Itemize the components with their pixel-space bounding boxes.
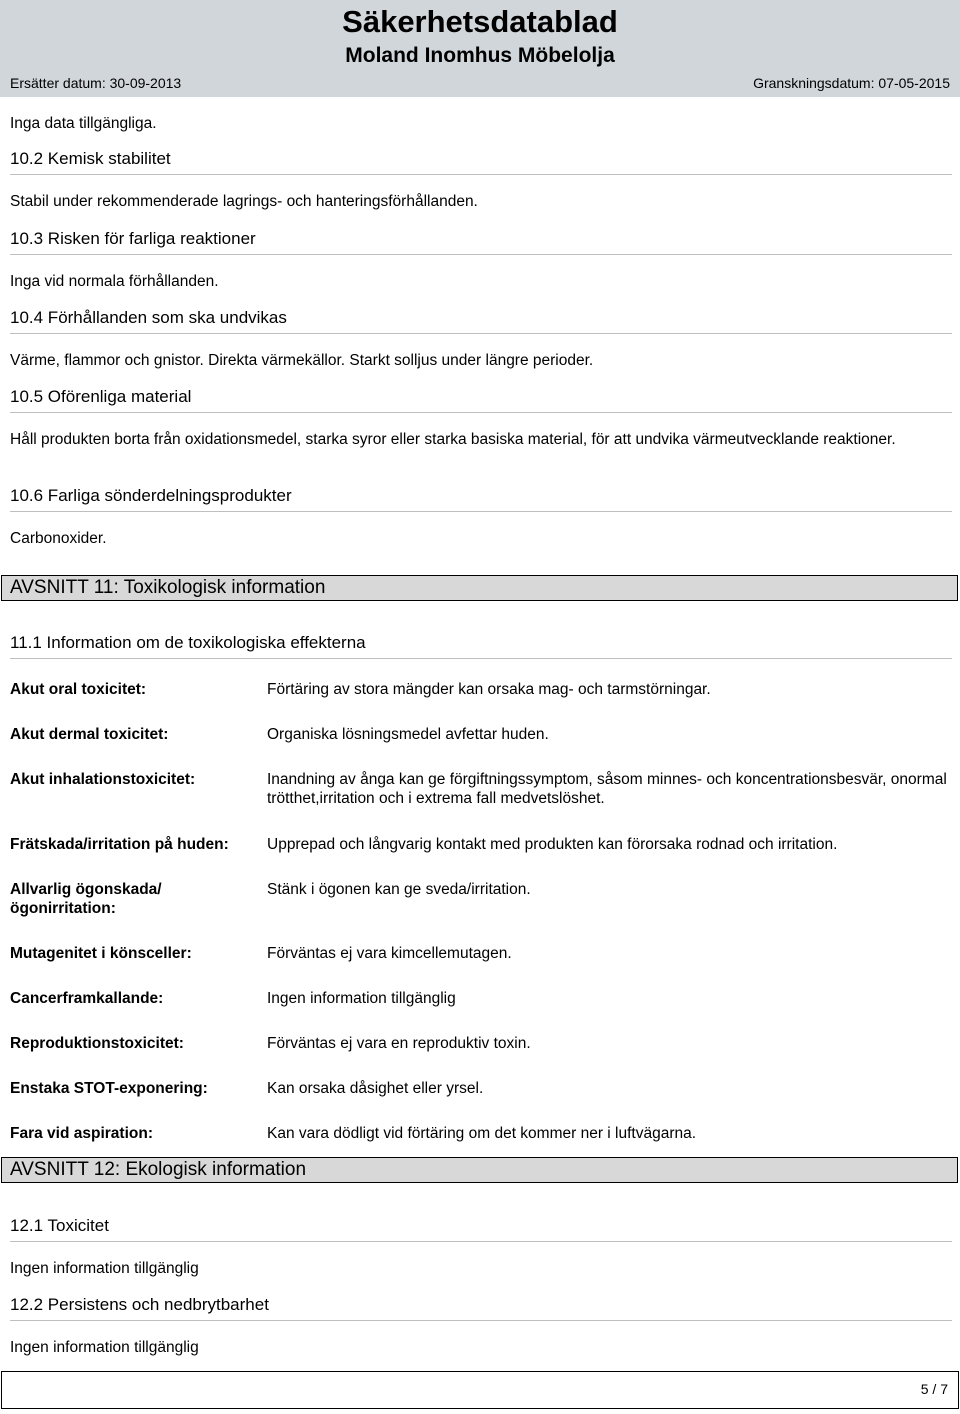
- tox-label: Mutagenitet i könsceller:: [10, 945, 192, 962]
- tox-label: Akut dermal toxicitet:: [10, 726, 169, 743]
- section-banner-11: [1, 575, 958, 601]
- intro-text: Inga data tillgängliga.: [10, 115, 157, 132]
- text-12-1: Ingen information tillgänglig: [10, 1260, 199, 1277]
- subsection-heading-10-3: 10.3 Risken för farliga reaktioner: [10, 229, 952, 255]
- page-number: 5 / 7: [920, 1381, 948, 1397]
- text-10-6: Carbonoxider.: [10, 530, 107, 547]
- tox-value: Upprepad och långvarig kontakt med produkten kan förorsaka rodnad och irritation.: [267, 836, 838, 853]
- subsection-heading-12-1: 12.1 Toxicitet: [10, 1216, 952, 1242]
- subsection-heading-10-4: 10.4 Förhållanden som ska undvikas: [10, 308, 952, 334]
- text-10-5: Håll produkten borta från oxidationsmedel, starka syror eller starka basiska material, för att undvika värmeutvecklande reaktioner.: [10, 431, 896, 448]
- tox-value: Kan vara dödligt vid förtäring om det kommer ner i luftvägarna.: [267, 1125, 697, 1142]
- tox-label: Fara vid aspiration:: [10, 1125, 153, 1142]
- text-10-4: Värme, flammor och gnistor. Direkta värmekällor. Starkt solljus under längre perioder.: [10, 352, 594, 369]
- document-title: Säkerhetsdatablad: [342, 4, 618, 39]
- tox-value: Förväntas ej vara kimcellemutagen.: [267, 945, 512, 962]
- page-footer: [1, 1371, 959, 1409]
- section-title-11: AVSNITT 11: Toxikologisk information: [10, 577, 326, 598]
- tox-value: Organiska lösningsmedel avfettar huden.: [267, 726, 549, 743]
- subsection-heading-10-6: 10.6 Farliga sönderdelningsprodukter: [10, 486, 952, 512]
- subsection-heading-10-2: 10.2 Kemisk stabilitet: [10, 149, 952, 175]
- section-title-12: AVSNITT 12: Ekologisk information: [10, 1159, 307, 1180]
- tox-value: Förtäring av stora mängder kan orsaka mag- och tarmstörningar.: [267, 681, 711, 698]
- tox-label: Enstaka STOT-exponering:: [10, 1080, 208, 1097]
- tox-label: Akut inhalationstoxicitet:: [10, 771, 196, 788]
- text-12-2: Ingen information tillgänglig: [10, 1339, 199, 1356]
- tox-value: Stänk i ögonen kan ge sveda/irritation.: [267, 881, 531, 898]
- subsection-heading-11-1: 11.1 Information om de toxikologiska effekterna: [10, 633, 952, 659]
- subsection-heading-10-5: 10.5 Oförenliga material: [10, 387, 952, 413]
- subsection-heading-12-2: 12.2 Persistens och nedbrytbarhet: [10, 1295, 952, 1321]
- tox-value: Förväntas ej vara en reproduktiv toxin.: [267, 1035, 531, 1052]
- tox-value: Kan orsaka dåsighet eller yrsel.: [267, 1080, 484, 1097]
- tox-value: Inandning av ånga kan ge förgiftningssymptom, såsom minnes- och koncentrationsbesvär, onormal trötthet,irritation och i extrema fall medvetslöshet.: [267, 771, 947, 807]
- document-header: [0, 0, 960, 97]
- review-date: Granskningsdatum: 07-05-2015: [753, 75, 950, 91]
- tox-value: Ingen information tillgänglig: [267, 990, 456, 1007]
- product-name: Moland Inomhus Möbelolja: [345, 44, 615, 67]
- text-10-3: Inga vid normala förhållanden.: [10, 273, 219, 290]
- tox-label: Reproduktionstoxicitet:: [10, 1035, 184, 1052]
- section-banner-12: [1, 1157, 958, 1183]
- replaces-date: Ersätter datum: 30-09-2013: [10, 75, 182, 91]
- text-10-2: Stabil under rekommenderade lagrings- och hanteringsförhållanden.: [10, 193, 478, 210]
- tox-label: Allvarlig ögonskada/ögonirritation:: [10, 881, 162, 917]
- tox-label: Akut oral toxicitet:: [10, 681, 147, 698]
- tox-label: Frätskada/irritation på huden:: [10, 836, 229, 853]
- tox-label: Cancerframkallande:: [10, 990, 164, 1007]
